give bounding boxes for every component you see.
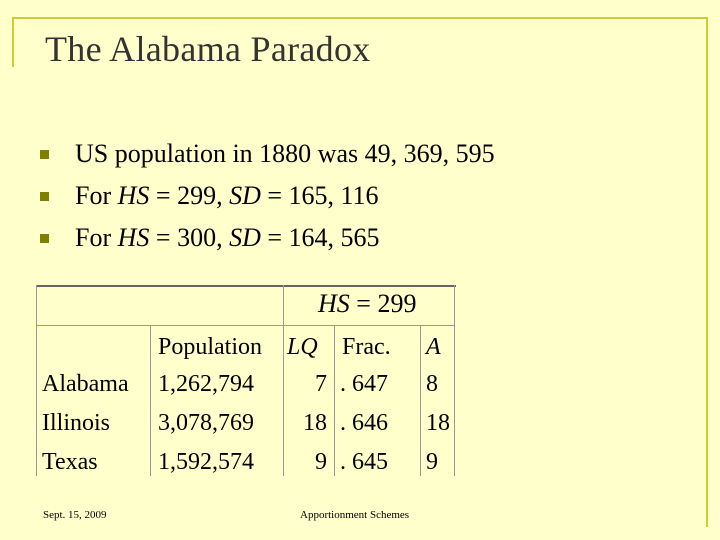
table-right-border bbox=[454, 285, 455, 476]
bullet-list bbox=[40, 133, 495, 259]
footer-title: Apportionment Schemes bbox=[300, 509, 410, 521]
table-left-border bbox=[36, 285, 37, 476]
column-header-lq: LQ bbox=[287, 334, 318, 360]
square-bullet-icon bbox=[40, 150, 49, 159]
lq-value: 9 bbox=[315, 449, 327, 475]
column-divider bbox=[150, 325, 151, 476]
bullet-text: For HS = 300, SD = 164, 565 bbox=[75, 223, 380, 252]
apportioned-value: 8 bbox=[426, 371, 438, 397]
bullet-item bbox=[40, 175, 495, 217]
column-header-a: A bbox=[426, 334, 441, 360]
table-top-border bbox=[36, 285, 456, 287]
frac-value: . 647 bbox=[340, 371, 388, 397]
population-value: 1,262,794 bbox=[158, 371, 254, 397]
bullet-text: US population in 1880 was 49, 369, 595 bbox=[75, 139, 495, 168]
column-divider bbox=[420, 325, 421, 476]
state-name: Alabama bbox=[42, 371, 129, 397]
population-value: 3,078,769 bbox=[158, 410, 254, 436]
slide-title: The Alabama Paradox bbox=[45, 29, 371, 69]
column-divider bbox=[334, 325, 335, 476]
state-name: Texas bbox=[42, 449, 98, 475]
decor-line-left bbox=[12, 17, 14, 67]
state-name: Illinois bbox=[42, 410, 111, 436]
bullet-item bbox=[40, 217, 495, 259]
table-group-header: HS = 299 bbox=[318, 289, 417, 318]
bullet-item bbox=[40, 133, 495, 175]
frac-value: . 645 bbox=[340, 449, 388, 475]
lq-value: 7 bbox=[315, 371, 327, 397]
column-header-frac: Frac. bbox=[342, 334, 391, 360]
row-divider bbox=[36, 325, 454, 326]
population-value: 1,592,574 bbox=[158, 449, 254, 475]
column-header-population: Population bbox=[158, 334, 263, 360]
bullet-text: For HS = 299, SD = 165, 116 bbox=[75, 181, 379, 210]
footer-date: Sept. 15, 2009 bbox=[43, 509, 107, 521]
lq-value: 18 bbox=[303, 410, 327, 436]
decor-line-top bbox=[12, 17, 708, 19]
square-bullet-icon bbox=[40, 234, 49, 243]
column-divider bbox=[283, 285, 284, 476]
apportioned-value: 9 bbox=[426, 449, 438, 475]
frac-value: . 646 bbox=[340, 410, 388, 436]
apportioned-value: 18 bbox=[426, 410, 450, 436]
square-bullet-icon bbox=[40, 192, 49, 201]
decor-line-right bbox=[706, 17, 708, 527]
apportionment-table bbox=[36, 285, 456, 476]
